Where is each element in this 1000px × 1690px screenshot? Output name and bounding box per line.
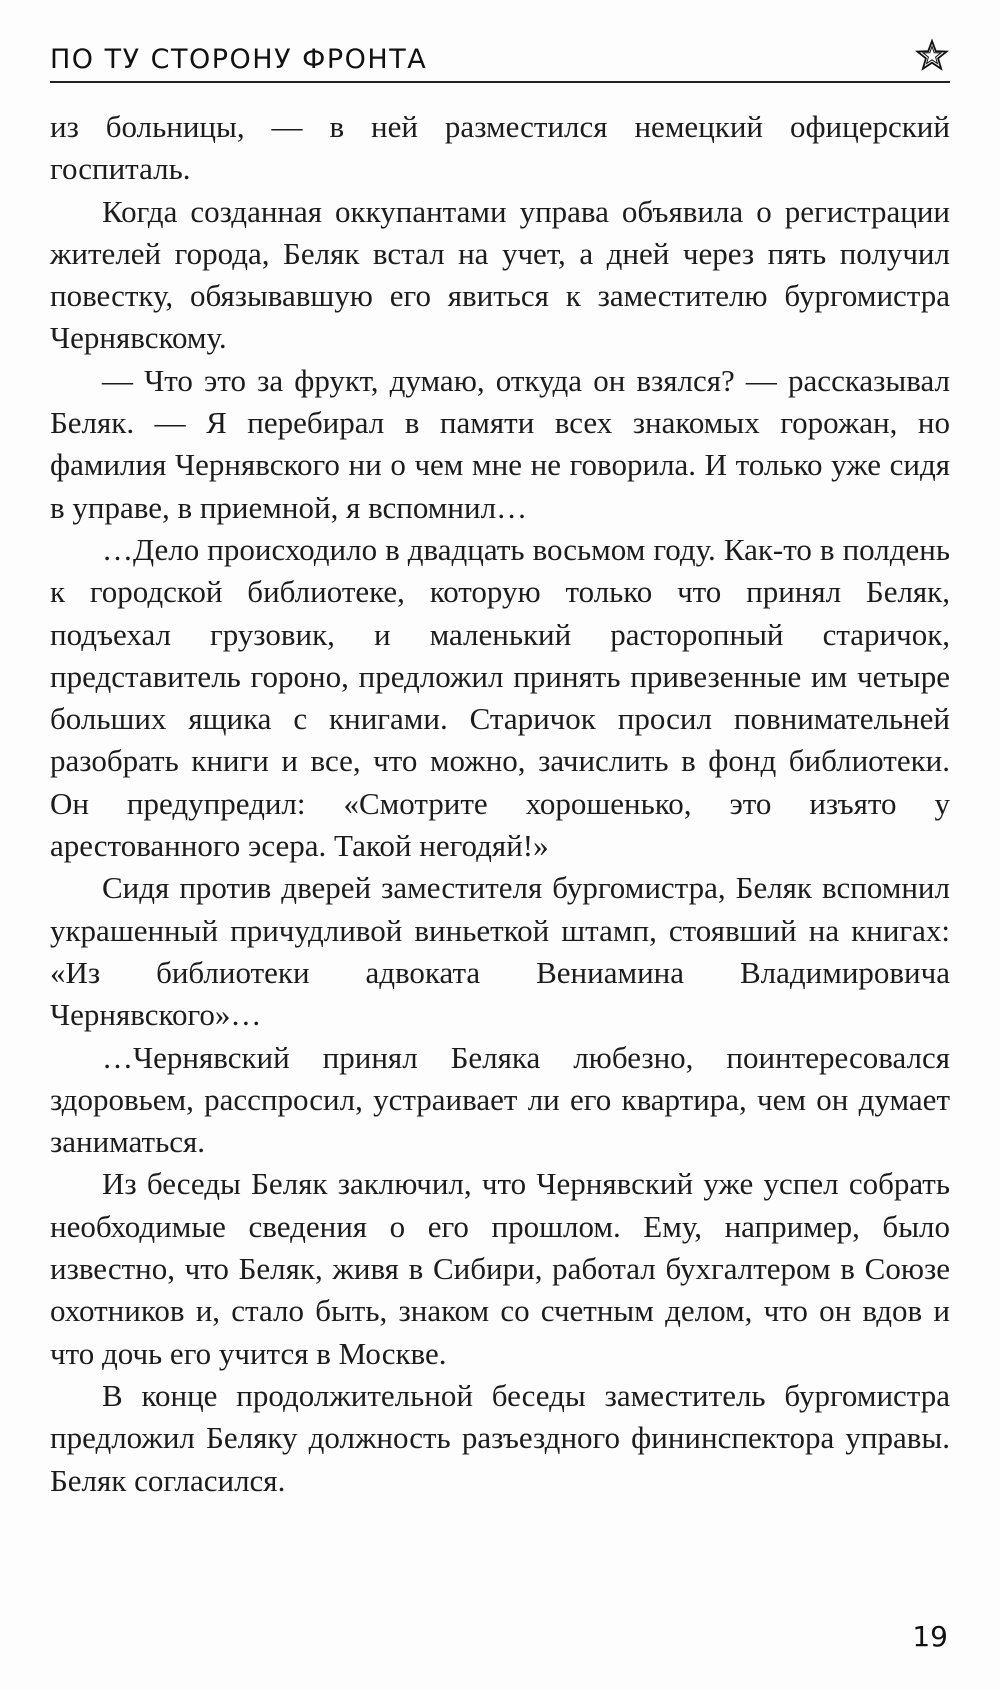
page-number: 19 — [912, 1620, 948, 1653]
paragraph: Сидя против дверей заместителя бургомистра, Беляк вспомнил украшенный причудливой виньеткой штамп, стоявший на книгах: «Из библиотеки адвоката Вениамина Владимировича Чернявского»… — [50, 870, 950, 1033]
running-title: ПО ТУ СТОРОНУ ФРОНТА — [50, 44, 428, 75]
star-outline-icon — [914, 38, 950, 74]
running-header — [50, 38, 950, 88]
header-divider — [50, 81, 950, 83]
paragraph: Из беседы Беляк заключил, что Чернявский уже успел собрать необходимые сведения о его прошлом. Ему, например, было известно, что Беляк, живя в Сибири, работал бухгалтером в Союзе охотников и, стало быть, знаком со счетным делом, что он вдов и что дочь его учится в Москве. — [50, 1166, 950, 1371]
paragraph: В конце продолжительной беседы заместитель бургомистра предложил Беляку должность разъездного фининспектора управы. Беляк согласился. — [50, 1377, 950, 1498]
paragraph: — Что это за фрукт, думаю, откуда он взялся? — рассказывал Беляк. — Я перебирал в памяти всех знакомых горожан, но фамилия Чернявского ни о чем мне не говорила. И только уже сидя в управе, в приемной, я вспомнил… — [50, 362, 950, 525]
paragraph: …Дело происходило в двадцать восьмом году. Как-то в полдень к городской библиотеке, которую только что принял Беляк, подъехал грузовик, и маленький расторопный старичок, представитель гороно, предложил принять привезенные им четыре больших ящика с книгами. Старичок просил повнимательней разобрать книги и все, что можно, зачислить в фонд библиотеки. Он предупредил: «Смотрите хорошенько, это изъято у арестованного эсера. Такой негодяй!» — [50, 531, 950, 864]
paragraph: Когда созданная оккупантами управа объявила о регистрации жителей города, Беляк встал на учет, а дней через пять получил повестку, обязывавшую его явиться к заместителю бургомистра Чернявскому. — [50, 193, 950, 356]
paragraph: из больницы, — в ней разместился немецкий офицерский госпиталь. — [50, 109, 950, 187]
paragraph: …Чернявский принял Беляка любезно, поинтересовался здоровьем, расспросил, устраивает ли его квартира, чем он думает заниматься. — [50, 1039, 950, 1160]
main-text — [50, 106, 950, 1502]
